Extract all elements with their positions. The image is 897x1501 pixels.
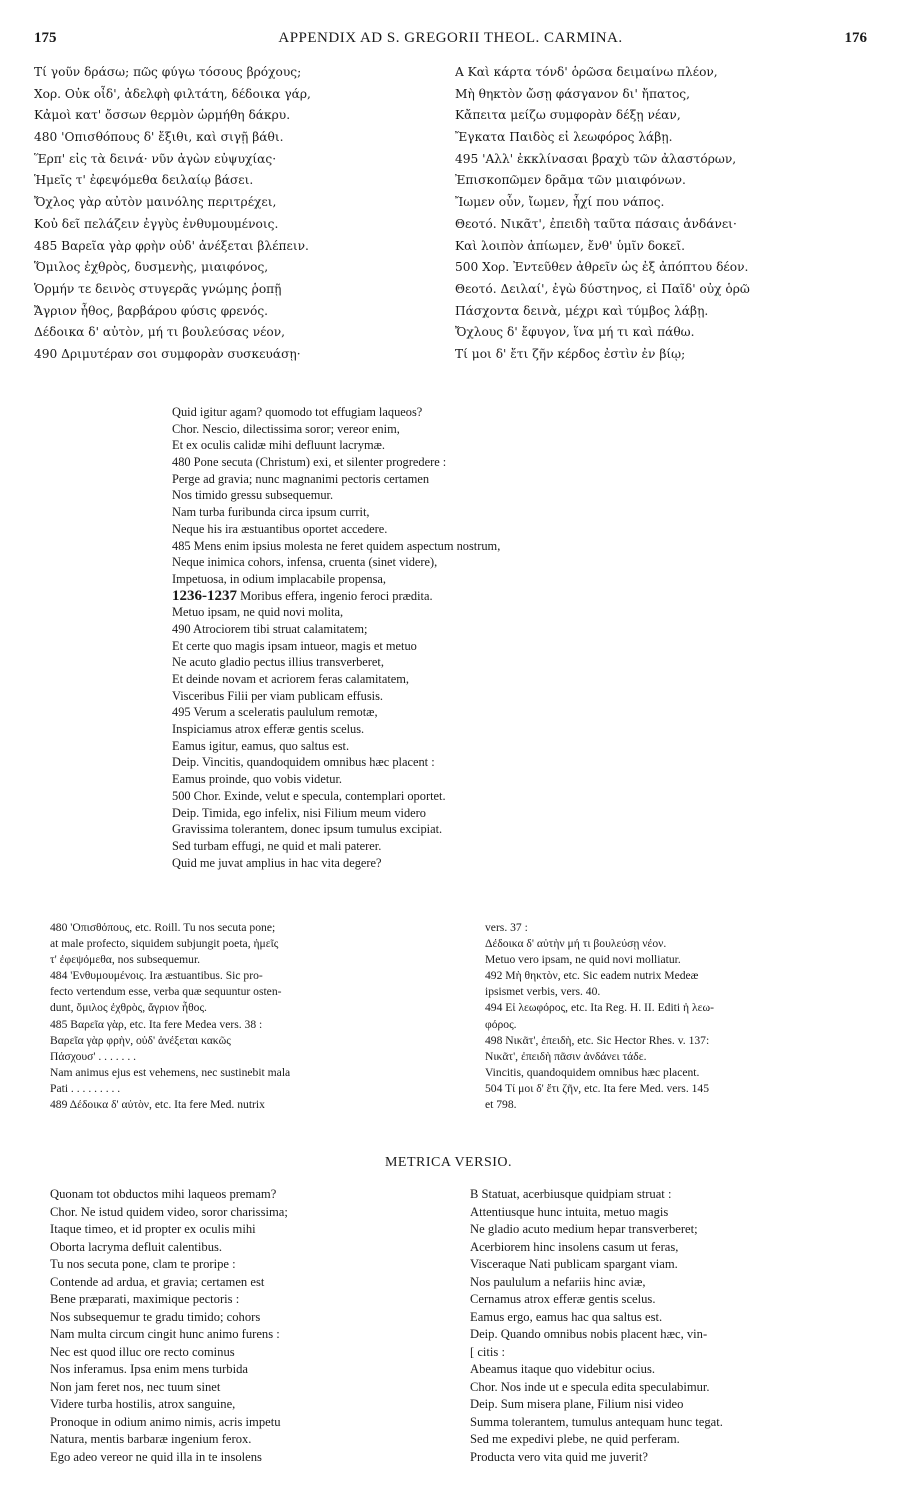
note-line: ipsismet verbis, vers. 40. (485, 985, 601, 999)
latin-verse-line: Et deinde novam et acriorem feras calamitatem, (172, 672, 410, 686)
note-line: Πάσχουσ' . . . . . . . (50, 1049, 137, 1063)
greek-verse-line: Ὄχλους δ' ἔφυγον, ἵνα μή τι καὶ πάθω. (455, 325, 695, 340)
latin-verse-line: Eamus proinde, quo vobis videtur. (172, 772, 343, 787)
latin-verse-line: Nam turba furibunda circa ipsum currit, (172, 505, 370, 520)
latin-verse-line: Quid igitur agam? quomodo tot effugiam laqueos? (172, 405, 423, 419)
metrica-line: B Statuat, acerbiusque quidpiam struat : (470, 1187, 672, 1201)
note-line: Vincitis, quandoquidem omnibus hæc placent. (485, 1065, 700, 1079)
greek-verse-line: Ὁρμήν τε δεινὸς στυγερᾶς γνώμης ῥοπῇ (34, 281, 282, 296)
greek-verse-line: A Καὶ κάρτα τόνδ' ὁρῶσα δειμαίνω πλέον, (455, 65, 718, 79)
note-line: et 798. (485, 1098, 517, 1112)
metrica-line: Attentiusque hunc intuita, metuo magis (470, 1204, 669, 1219)
metrica-line: Itaque timeo, et id propter ex oculis mihi (50, 1222, 256, 1236)
metrica-line: Pronoque in odium animo nimis, acris impetu (50, 1414, 281, 1429)
greek-verse-line: Ἴωμεν οὖν, ἴωμεν, ἧχί που νάπος. (455, 195, 665, 210)
latin-verse-line: Neque inimica cohors, infensa, cruenta (sinet videre), (172, 555, 438, 570)
metrica-line: Quonam tot obductos mihi laqueos premam? (50, 1187, 277, 1201)
metrica-line: Videre turba hostilis, atrox sanguine, (50, 1397, 236, 1411)
latin-verse-line: Deip. Vincitis, quandoquidem omnibus hæc placent : (172, 755, 435, 770)
note-line: 494 Εἰ λεωφόρος, etc. Ita Reg. H. II. Editi ἡ λεω- (485, 1001, 714, 1015)
metrica-line: Chor. Nos inde ut e specula edita speculabimur. (470, 1379, 710, 1394)
greek-verse-line: Κἀμοὶ κατ' ὄσσων θερμὸν ὡρμήθη δάκρυ. (34, 108, 291, 123)
metrica-line: Nos inferamus. Ipsa enim mens turbida (50, 1362, 248, 1376)
note-line: fecto vertendum esse, verba quæ sequuntur osten- (50, 985, 282, 999)
metrica-line: Acerbiorem hinc insolens casum ut feras, (470, 1239, 679, 1254)
greek-verse-line: 485 Βαρεῖα γὰρ φρὴν οὐδ' ἀνέξεται βλέπειν. (34, 238, 309, 253)
latin-verse-line: 480 Pone secuta (Christum) exi, et silenter progredere : (172, 455, 447, 470)
greek-verse-line: Πάσχοντα δεινὰ, μέχρι καὶ τύμβος λάβῃ. (455, 303, 709, 318)
greek-verse-line: Ἐπισκοπῶμεν δρᾶμα τῶν μιαιφόνων. (455, 173, 686, 188)
metrica-line: Eamus ergo, eamus hac qua saltus est. (470, 1309, 663, 1324)
latin-verse-line: Deip. Timida, ego infelix, nisi Filium meum videro (172, 805, 427, 820)
latin-verse-line: Nos timido gressu subsequemur. (172, 488, 334, 503)
greek-text-left-column (34, 62, 444, 366)
greek-verse-line: 480 'Οπισθόπους δ' ἔξιθι, καὶ σιγῇ βάθι. (34, 130, 284, 145)
greek-verse-line: Χορ. Οὐκ οἶδ', ἀδελφὴ φιλτάτη, δέδοικα γάρ, (34, 86, 311, 101)
metrica-line: Nec est quod illuc ore recto cominus (50, 1344, 235, 1359)
metrica-line: Abeamus itaque quo videbitur ocius. (470, 1362, 656, 1376)
greek-verse-line: Ἕρπ' εἰς τὰ δεινά· νῦν ἀγὼν εὐψυχίας· (34, 151, 277, 166)
greek-verse-line: Ἡμεῖς τ' ἐφεψόμεθα δειλαίῳ βάσει. (34, 173, 254, 188)
latin-verse-line: Sed turbam effugi, ne quid et mali paterer. (172, 838, 382, 853)
greek-verse-line: Τί γοῦν δράσω; πῶς φύγω τόσους βρόχους; (34, 65, 302, 79)
metrica-line: Nos subsequemur te gradu timido; cohors (50, 1309, 261, 1324)
greek-verse-line: Ὄχλος γὰρ αὐτὸν μαινόλης περιτρέχει, (34, 195, 277, 210)
greek-verse-line: Ὅμιλος ἐχθρὸς, δυσμενὴς, μιαιφόνος, (34, 260, 269, 275)
latin-verse-line: Eamus igitur, eamus, quo saltus est. (172, 738, 350, 753)
latin-verse-line: Metuo ipsam, ne quid novi molita, (172, 605, 344, 620)
metrica-line: Chor. Ne istud quidem video, soror charissima; (50, 1204, 288, 1219)
metrica-line: Visceraque Nati publicam spargant viam. (470, 1257, 678, 1271)
note-line: Pati . . . . . . . . . (50, 1081, 121, 1095)
notes-left-column (50, 920, 470, 1113)
page-number-right: 176 (844, 30, 867, 46)
note-line: vers. 37 : (485, 921, 528, 934)
metrica-line: Non jam feret nos, nec tuum sinet (50, 1379, 221, 1394)
note-line: 480 'Οπισθόπους, etc. Roill. Tu nos secuta pone; (50, 921, 276, 934)
running-header (34, 30, 867, 52)
latin-verse-line: 500 Chor. Exinde, velut e specula, contemplari oportet. (172, 788, 446, 803)
metrica-line: Ne gladio acuto medium hepar transverberet; (470, 1222, 698, 1236)
latin-verse-line: Ne acuto gladio pectus illius transverberet, (172, 655, 384, 670)
latin-verse-line: Gravissima tolerantem, donec ipsum tumulus excipiat. (172, 822, 443, 837)
metrica-line: Oborta lacryma defluit calentibus. (50, 1239, 223, 1254)
latin-verse-line: Inspiciamus atrox efferæ gentis scelus. (172, 722, 365, 737)
metrica-line: Producta vero vita quid me juverit? (470, 1449, 649, 1464)
greek-verse-line: Καὶ λοιπὸν ἀπίωμεν, ἔνθ' ὑμῖν δοκεῖ. (455, 238, 685, 253)
greek-text-right-column (455, 62, 875, 366)
latin-verse-line: Et certe quo magis ipsam intueor, magis et metuo (172, 638, 417, 653)
greek-verse-line: Θεοτό. Δειλαί', ἐγὼ δύστηνος, εἰ Παῖδ' οὐχ ὁρῶ (455, 281, 750, 296)
metrica-line: Natura, mentis barbaræ ingenium ferox. (50, 1432, 252, 1446)
metrica-line: Deip. Quando omnibus nobis placent hæc, vin- (470, 1327, 708, 1341)
latin-verse-line: Quid me juvat amplius in hac vita degere? (172, 855, 382, 870)
note-line: 498 Νικᾶτ', ἐπειδὴ, etc. Sic Hector Rhes. v. 137: (485, 1033, 710, 1047)
latin-verse-line: Impetuosa, in odium implacabile propensa, (172, 571, 387, 586)
latin-verse-line: Neque his ira æstuantibus oportet accedere. (172, 521, 388, 536)
greek-verse-line: Ἔγκατα Παιδὸς εἰ λεωφόρος λάβῃ. (455, 130, 673, 145)
metrica-line: Contende ad ardua, et gravia; certamen est (50, 1274, 265, 1289)
latin-translation (172, 404, 672, 871)
metrica-line: Tu nos secuta pone, clam te proripe : (50, 1257, 236, 1271)
greek-verse-line: 500 Χορ. Ἐντεῦθεν ἀθρεῖν ὡς ἐξ ἀπόπτου δέον. (455, 260, 749, 275)
greek-verse-line: Δέδοικα δ' αὐτὸν, μή τι βουλεύσας νέον, (34, 325, 286, 340)
metrica-line: Summa tolerantem, tumulus antequam hunc tegat. (470, 1414, 723, 1429)
metrica-line: Bene præparati, maximique pectoris : (50, 1292, 240, 1306)
greek-verse-line: 495 'Αλλ' ἐκκλίνασαι βραχὺ τῶν ἀλαστόρων, (455, 151, 737, 166)
note-line: Metuo vero ipsam, ne quid novi molliatur. (485, 953, 681, 967)
metrica-versio-right-column (470, 1186, 880, 1466)
note-line: at male profecto, siquidem subjungit poeta, ἡμεῖς (50, 937, 279, 951)
metrica-line: Cernamus atrox efferæ gentis scelus. (470, 1292, 656, 1306)
latin-verse-line: Et ex oculis calidæ mihi defluunt lacrymæ. (172, 438, 386, 453)
note-line: φόρος. (485, 1017, 517, 1031)
greek-verse-line: Κοὐ δεῖ πελάζειν ἐγγὺς ἐνθυμουμένοις. (34, 216, 279, 231)
metrica-line: [ citis : (470, 1344, 505, 1359)
note-line: Δέδοικα δ' αὐτὴν μή τι βουλεύσῃ νέον. (485, 937, 667, 951)
latin-verse-line: Visceribus Filii per viam publicam effusis. (172, 688, 384, 703)
greek-verse-line: 490 Δριμυτέραν σοι συμφορὰν συσκευάσῃ· (34, 346, 301, 361)
greek-verse-line: Ἄγριον ἦθος, βαρβάρου φύσις φρενός. (34, 303, 269, 318)
note-line: Νικᾶτ', ἐπειδὴ πᾶσιν ἁνδάνει τάδε. (485, 1049, 647, 1063)
latin-verse-line: Perge ad gravia; nunc magnanimi pectoris certamen (172, 471, 430, 486)
running-title: APPENDIX AD S. GREGORII THEOL. CARMINA. (278, 30, 623, 46)
metrica-line: Nos paululum a nefariis hinc aviæ, (470, 1274, 646, 1289)
latin-verse-line: 490 Atrociorem tibi struat calamitatem; (172, 621, 368, 636)
greek-verse-line: Κἄπειτα μείζω συμφορὰν δέξῃ νέαν, (455, 108, 681, 123)
note-line: 485 Βαρεῖα γὰρ, etc. Ita fere Medea vers. 38 : (50, 1017, 263, 1031)
metrica-line: Nam multa circum cingit hunc animo furens : (50, 1327, 280, 1341)
metrica-versio-left-column (50, 1186, 470, 1466)
greek-verse-line: Μὴ θηκτὸν ὤσῃ φάσγανον δι' ἤπατος, (455, 86, 690, 101)
latin-verse-line: Chor. Nescio, dilectissima soror; vereor enim, (172, 421, 400, 436)
latin-verse-line: 495 Verum a sceleratis paululum remotæ, (172, 705, 378, 720)
note-line: τ' ἐφεψόμεθα, nos subsequemur. (50, 953, 201, 967)
note-line: 484 'Ενθυμουμένοις. Ira æstuantibus. Sic pro- (50, 969, 263, 983)
note-line: 504 Τί μοι δ' ἔτι ζῆν, etc. Ita fere Med. vers. 145 (485, 1081, 710, 1095)
metrica-line: Ego adeo vereor ne quid illa in te insolens (50, 1449, 262, 1464)
page-number-left: 175 (34, 30, 57, 46)
greek-verse-line: Θεοτό. Νικᾶτ', ἐπειδὴ ταῦτα πάσαις ἁνδάνει· (455, 216, 737, 231)
note-line: Βαρεῖα γὰρ φρὴν, οὐδ' ἀνέξεται κακῶς (50, 1033, 231, 1047)
note-line: 492 Μὴ θηκτὸν, etc. Sic eadem nutrix Medeæ (485, 969, 699, 983)
notes-right-column (485, 920, 880, 1113)
metrica-line: Sed me expedivi plebe, ne quid perferam. (470, 1432, 680, 1446)
greek-verse-line: Τί μοι δ' ἔτι ζῆν κέρδος ἐστὶν ἐν βίῳ; (455, 346, 686, 361)
latin-verse-line: 485 Mens enim ipsius molesta ne feret quidem aspectum nostrum, (172, 538, 501, 553)
note-line: dunt, ὅμιλος ἐχθρὸς, ἄγριον ἦθος. (50, 1001, 207, 1015)
section-title: METRICA VERSIO. (384, 1155, 513, 1170)
latin-verse-line: 1236-1237 Moribus effera, ingenio feroci prædita. (172, 587, 433, 604)
note-line: 489 Δέδοικα δ' αὐτὸν, etc. Ita fere Med. nutrix (50, 1098, 265, 1112)
metrica-line: Deip. Sum misera plane, Filium nisi video (470, 1397, 684, 1411)
note-line: Nam animus ejus est vehemens, nec sustinebit mala (50, 1065, 291, 1079)
